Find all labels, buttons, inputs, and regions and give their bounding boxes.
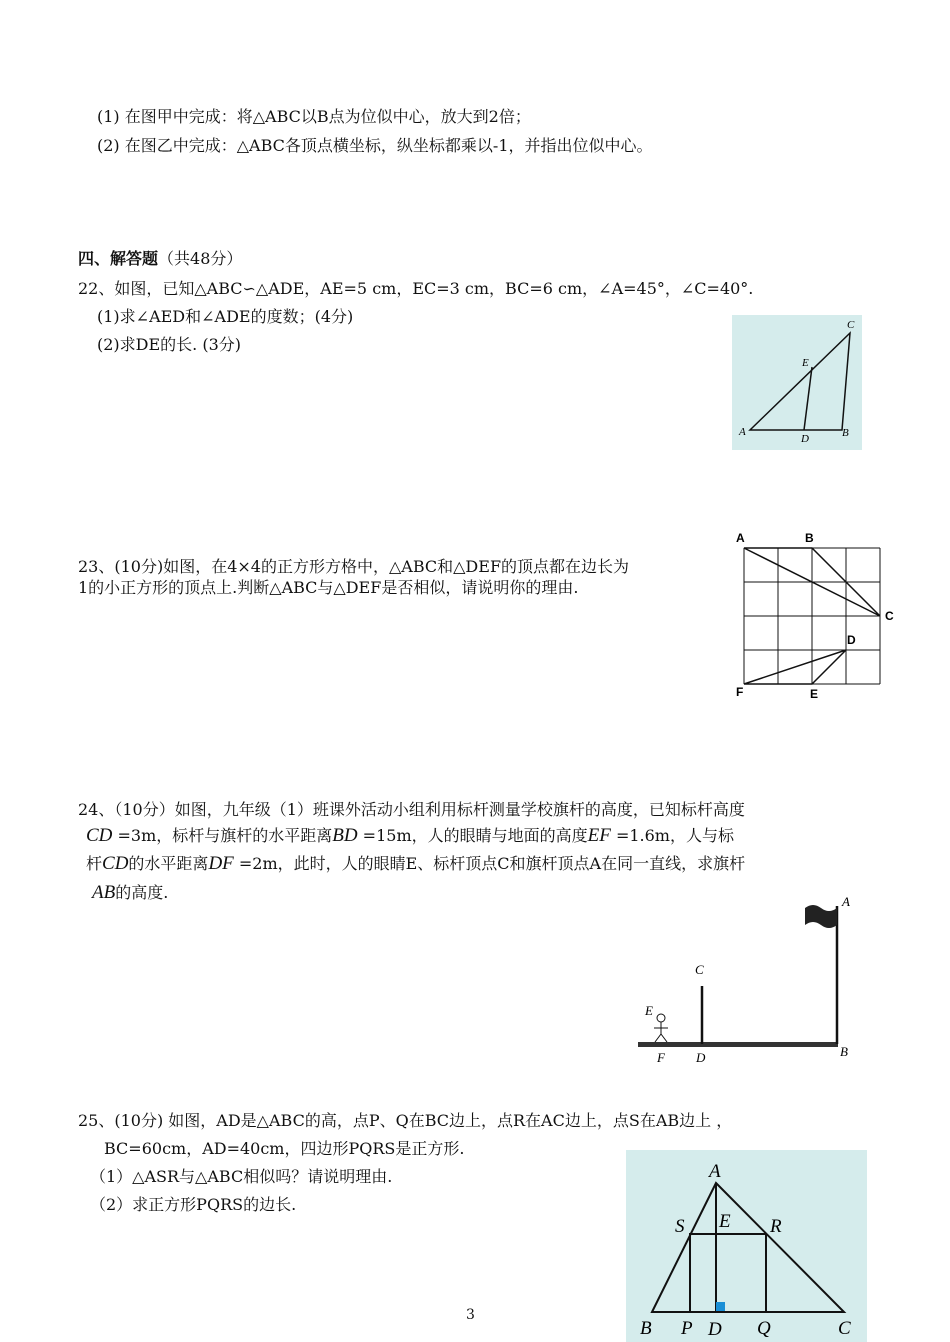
q25-figure-bg [626, 1150, 867, 1342]
label-b: B [805, 531, 814, 545]
value-bd: =15m [357, 826, 412, 845]
label-c: C [885, 609, 894, 623]
label-b: B [640, 1318, 652, 1339]
q25-part1: （1）△ASR与△ABC相似吗？请说明理由. [90, 1167, 393, 1186]
instruction-2: (2) 在图乙中完成：△ABC各顶点横坐标，纵坐标都乘以-1，并指出位似中心。 [97, 136, 653, 155]
label-e: E [802, 357, 809, 369]
label-d: D [708, 1319, 722, 1340]
q22-stem: 22、如图，已知△ABC∽△ADE，AE=5 cm，EC=3 cm，BC=6 cm，∠A=45°，∠C=40°. [78, 279, 754, 298]
q25-figure [626, 1150, 867, 1342]
person-icon [654, 1014, 668, 1042]
label-a: A [739, 426, 746, 438]
q24-text: ，人的眼睛与地面的高度 [411, 826, 588, 845]
flag [805, 905, 837, 928]
math-ab: AB [92, 882, 116, 903]
triangle-def [744, 650, 846, 684]
q22-part1: (1)求∠AED和∠ADE的度数；(4分) [97, 307, 354, 326]
label-c: C [847, 319, 855, 331]
q25-part2: （2）求正方形PQRS的边长. [90, 1195, 297, 1214]
q24-text: 的水平距离 [128, 854, 209, 873]
label-f: F [736, 685, 744, 699]
label-d: D [696, 1050, 706, 1065]
math-bd: BD [332, 825, 358, 846]
q22-part2: (2)求DE的长. (3分) [97, 335, 242, 354]
value-ef: =1.6m [610, 826, 670, 845]
grid-4x4 [744, 548, 880, 684]
label-a: A [736, 531, 745, 545]
label-c: C [695, 962, 704, 977]
q24-line1: 24、（10分）如图，九年级（1）班课外活动小组利用标杆测量学校旗杆的高度，已知标杆高度 [78, 800, 745, 819]
label-c: C [838, 1318, 851, 1339]
q23-line2: 1的小正方形的顶点上.判断△ABC与△DEF是否相似，请说明你的理由. [78, 578, 579, 597]
label-d: D [847, 633, 856, 647]
q24-text: 杆 [86, 854, 103, 873]
q22-figure [732, 315, 862, 450]
label-e: E [719, 1211, 731, 1232]
label-b: B [840, 1044, 848, 1059]
q24-figure [630, 890, 870, 1070]
label-s: S [675, 1216, 685, 1237]
q24-text: 的高度. [115, 883, 169, 902]
value-df: =2m [233, 854, 278, 873]
q25-line1: 25、(10分) 如图，AD是△ABC的高，点P、Q在BC边上，点R在AC边上，点S在AB边上 ， [78, 1111, 733, 1130]
math-cd: CD [86, 825, 113, 846]
q25-line2: BC=60cm，AD=40cm，四边形PQRS是正方形. [104, 1139, 465, 1158]
q24-text: ，标杆与旗杆的水平距离 [156, 826, 333, 845]
q24-text: ，此时，人的眼睛E、标杆顶点C和旗杆顶点A在同一直线，求旗杆 [277, 854, 746, 873]
label-a: A [709, 1161, 721, 1182]
page-number: 3 [466, 1307, 475, 1323]
label-f: F [657, 1050, 665, 1065]
value-cd: =3m [112, 826, 157, 845]
q23-figure [730, 528, 900, 703]
q24-line4 [92, 882, 168, 904]
math-cd: CD [102, 853, 129, 874]
instruction-1: (1) 在图甲中完成：将△ABC以B点为位似中心，放大到2倍； [97, 107, 531, 126]
label-q: Q [757, 1318, 771, 1339]
q24-text: ，人与标 [669, 826, 734, 845]
label-a: A [842, 894, 850, 909]
ground [638, 1042, 838, 1047]
right-angle-marker [716, 1302, 725, 1311]
label-b: B [842, 427, 849, 439]
math-df: DF [208, 853, 234, 874]
q23-line1: 23、(10分)如图，在4×4的正方形方格中，△ABC和△DEF的顶点都在边长为 [78, 557, 630, 576]
section-score: （共48分） [158, 249, 243, 268]
section-heading [78, 248, 242, 270]
label-p: P [681, 1318, 693, 1339]
label-e: E [810, 687, 819, 701]
label-r: R [770, 1216, 782, 1237]
q24-line3 [86, 853, 745, 875]
label-d: D [801, 433, 809, 445]
q24-line2 [86, 825, 734, 847]
label-e: E [645, 1003, 653, 1018]
math-ef: EF [587, 825, 611, 846]
section-title: 四、解答题 [78, 249, 159, 268]
